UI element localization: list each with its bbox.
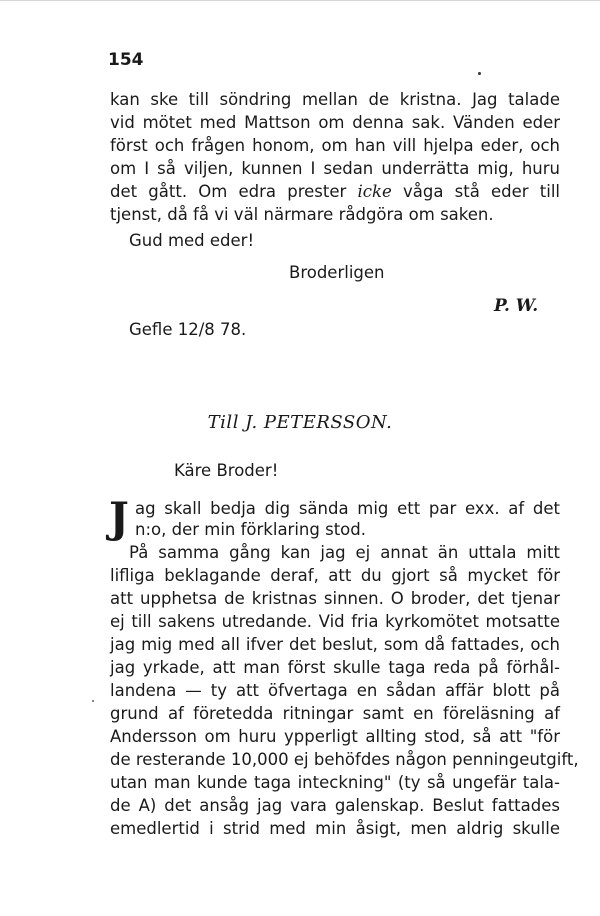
body-line: att upphetsa de kristnas sinnen. O broder, det tjenar — [110, 589, 560, 608]
body-line: de resterande 10,000 ej behöfdes någon penningeutgift, — [110, 750, 579, 769]
closing-line: Gud med eder! — [129, 231, 255, 250]
body-line: landena — ty att öfvertaga en sådan affär blott på — [110, 681, 560, 700]
drop-cap: J — [109, 493, 129, 542]
body-line: de A) det ansåg jag vara galenskap. Beslut fattades — [110, 796, 560, 815]
body-line: ej till sakens utredande. Vid fria kyrkomötet motsatte — [110, 612, 560, 631]
salutation: Käre Broder! — [174, 461, 279, 480]
body-line: Andersson om huru ypperligt allting stod, så att "för — [110, 727, 560, 746]
margin-speck — [92, 700, 94, 702]
text-segment: våga stå eder till — [402, 182, 560, 201]
letter-heading: Till J. PETERSSON. — [207, 412, 393, 433]
body-line: vid mötet med Mattson om denna sak. Vänden eder — [110, 113, 560, 132]
body-line: jag yrkade, att man först skulle taga reda på förhål- — [110, 658, 560, 677]
text-segment: det gått. Om edra prester — [110, 182, 347, 201]
top-edge-rule — [0, 0, 600, 1]
body-line: grund af företedda ritningar samt en föreläsning af — [110, 704, 560, 723]
body-line: kan ske till söndring mellan de kristna. Jag talade — [110, 90, 560, 109]
body-line: n:o, der min förklaring stod. — [135, 520, 366, 539]
body-line: På samma gång kan jag ej annat än uttala mitt — [129, 543, 560, 562]
body-line: emedlertid i strid med min åsigt, men aldrig skulle — [110, 819, 560, 838]
body-line: jag mig med all ifver det beslut, som då fattades, och — [110, 635, 560, 654]
body-line: tjenst, då få vi väl närmare rådgöra om saken. — [110, 205, 494, 224]
body-line: utan man kunde taga inteckning" (ty så ungefär tala- — [110, 773, 560, 792]
place-date: Gefle 12/8 78. — [129, 320, 247, 339]
page-number: 154 — [108, 50, 144, 70]
body-line: om I så viljen, kunnen I sedan underrätta mig, huru — [110, 159, 560, 178]
body-line: lifliga beklagande deraf, att du gjort så mycket för — [110, 566, 560, 585]
body-line: först och frågen honom, om han vill hjelpa eder, och — [110, 136, 560, 155]
signature-initials: P. W. — [494, 296, 539, 316]
emphasis-word: icke — [357, 182, 392, 201]
sign-off: Broderligen — [289, 263, 385, 282]
print-speck — [478, 72, 481, 75]
body-line-with-emphasis — [110, 180, 560, 204]
body-line: ag skall bedja dig sända mig ett par exx. af det — [135, 499, 560, 518]
